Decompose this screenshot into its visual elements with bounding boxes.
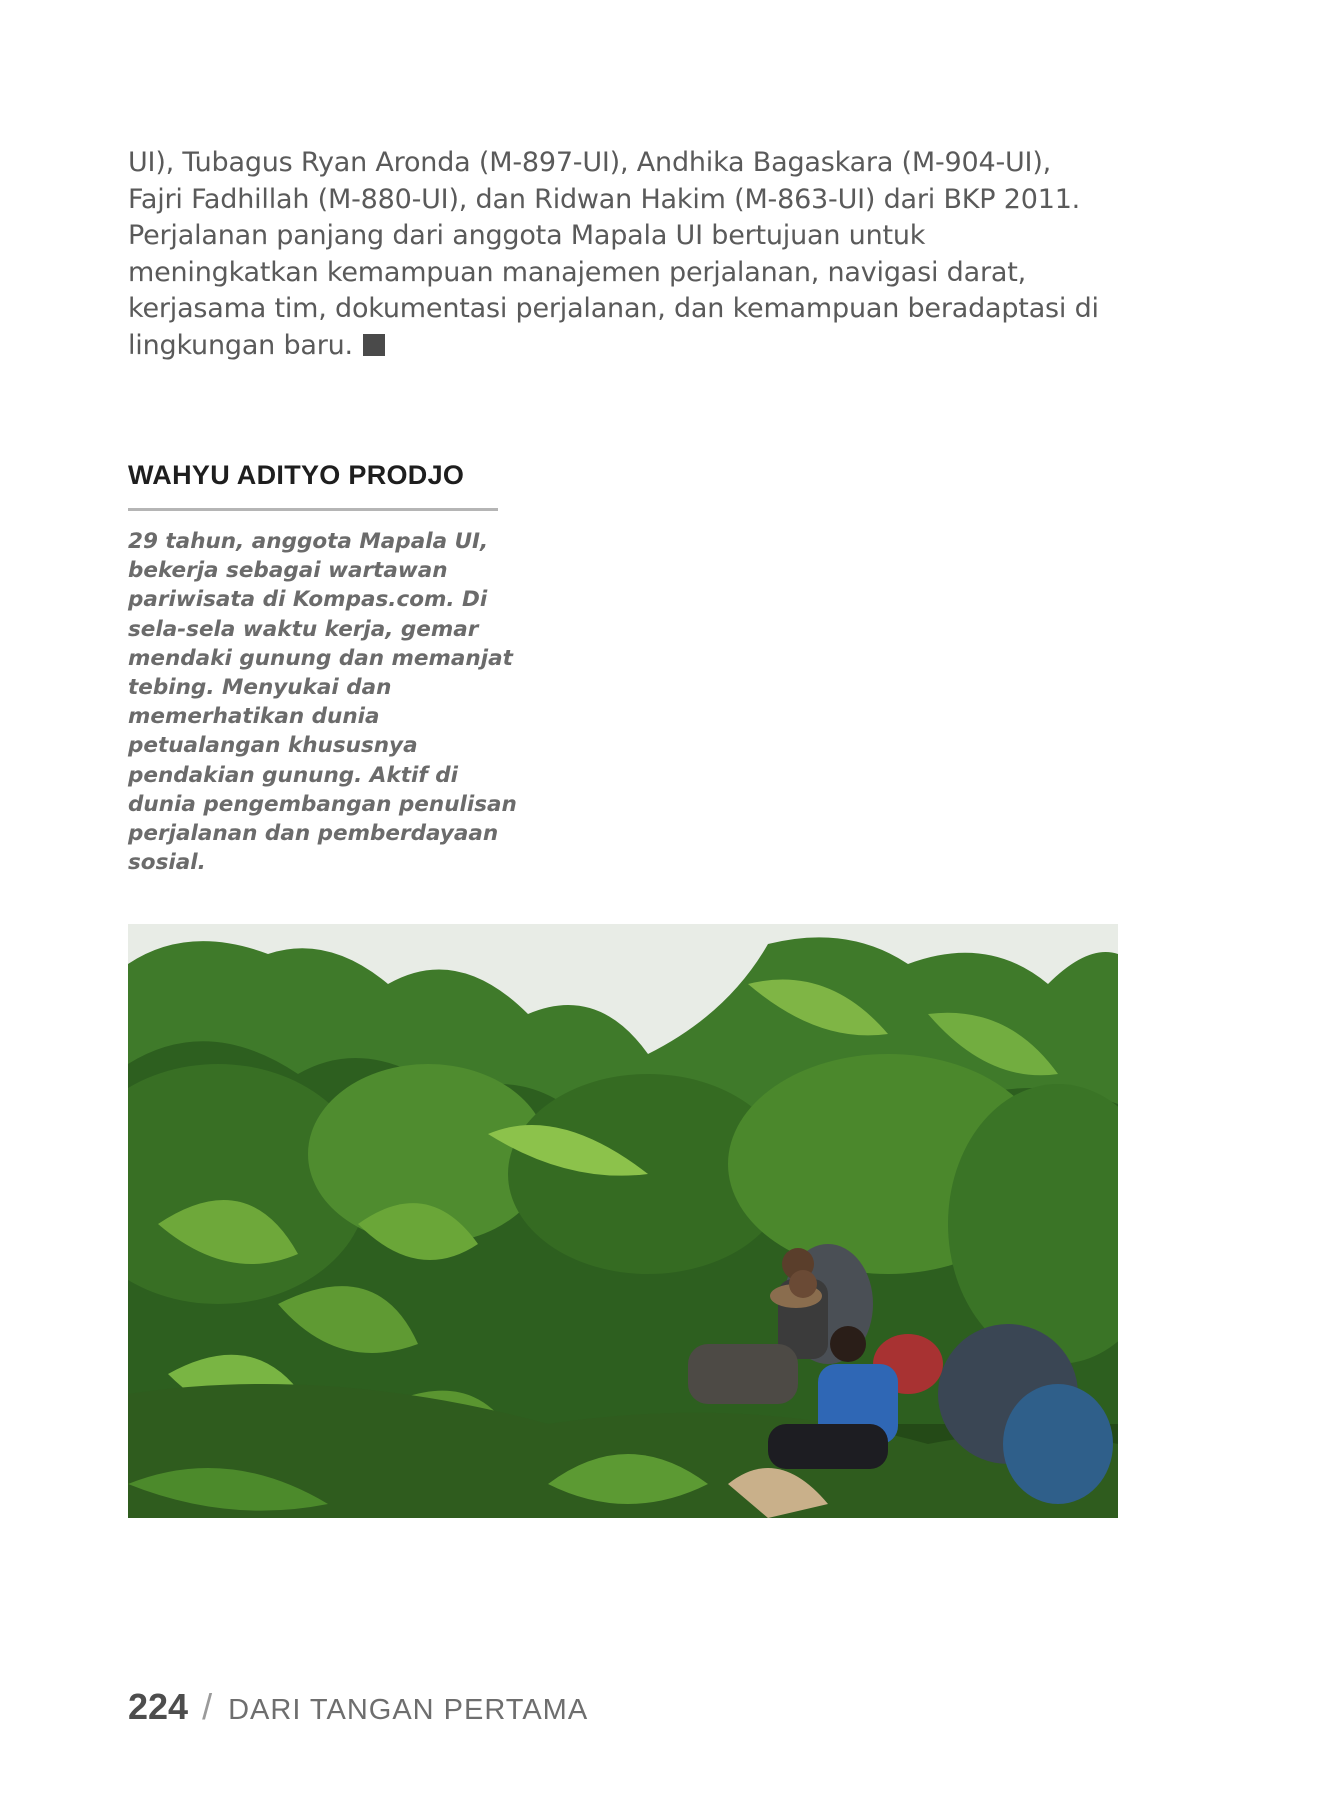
article-body bbox=[128, 145, 1108, 364]
article-body-text: UI), Tubagus Ryan Aronda (M-897-UI), Andhika Bagaskara (M-904-UI), Fajri Fadhillah (M-880-UI), dan Ridwan Hakim (M-863-UI) dari BKP 2011. Perjalanan panjang dari anggota Mapala UI bertujuan untuk meningkatkan kemampuan manajemen perjalanan, navigasi darat, kerjasama tim, dokumentasi perjalanan, dan kemampuan beradaptasi di lingkungan baru. bbox=[128, 147, 1099, 361]
author-bio: 29 tahun, anggota Mapala UI, bekerja sebagai wartawan pariwisata di Kompas.com. Di sela-sela waktu kerja, gemar mendaki gunung dan memanjat tebing. Menyukai dan memerhatikan dunia petualangan khususnya pendakian gunung. Aktif di dunia pengembangan penulisan perjalanan dan pemberdayaan sosial. bbox=[128, 529, 517, 876]
footer-section-title: DARI TANGAN PERTAMA bbox=[228, 1694, 589, 1726]
end-of-article-square-icon bbox=[363, 334, 385, 356]
jungle-trekking-photo bbox=[128, 924, 1118, 1518]
page-number: 224 bbox=[128, 1686, 189, 1727]
footer-separator: / bbox=[202, 1686, 213, 1727]
author-name: WAHYU ADITYO PRODJO bbox=[128, 460, 465, 490]
author-name-underline bbox=[128, 508, 498, 511]
page-footer bbox=[128, 1686, 588, 1728]
